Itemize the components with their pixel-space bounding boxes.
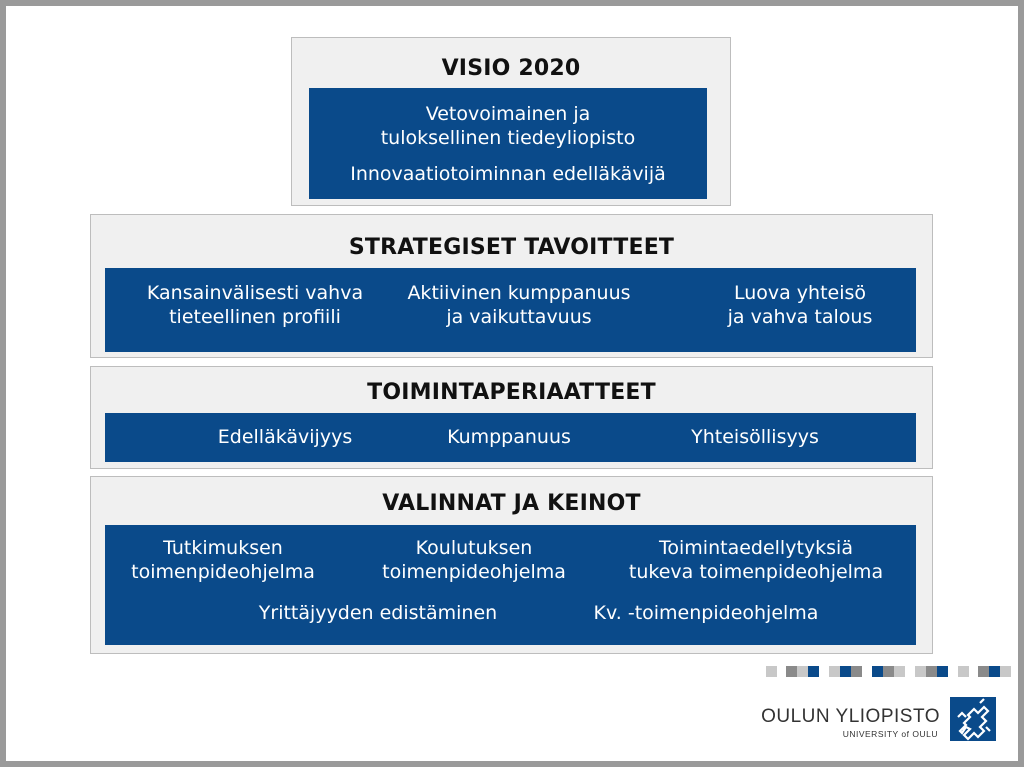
visio-text-1 — [309, 102, 707, 150]
university-name: OULUN YLIOPISTO — [761, 706, 940, 727]
deco-square — [915, 666, 926, 677]
strategiset-item-2-line-2: ja vaikuttavuus — [446, 306, 592, 328]
valinnat-item — [123, 536, 323, 584]
toimintaperiaatteet-panel — [90, 366, 933, 469]
deco-square — [872, 666, 883, 677]
strategiset-title: STRATEGISET TAVOITTEET — [348, 235, 675, 260]
deco-square — [840, 666, 851, 677]
valinnat-item — [369, 536, 579, 584]
deco-square — [926, 666, 937, 677]
strategiset-item — [650, 281, 950, 329]
valinnat-item-1-line-1: Tutkimuksen — [163, 537, 283, 559]
strategiset-item — [369, 281, 669, 329]
valinnat-bottom-2: Kv. -toimenpideohjelma — [593, 602, 819, 624]
valinnat-item-2-line-1: Koulutuksen — [415, 537, 533, 559]
valinnat-box — [105, 525, 916, 645]
visio-line-3: Innovaatiotoiminnan edelläkävijä — [350, 163, 666, 185]
valinnat-title: VALINNAT JA KEINOT — [382, 491, 641, 516]
visio-line-2: tuloksellinen tiedeyliopisto — [380, 127, 636, 149]
deco-square — [766, 666, 777, 677]
strategiset-item-3-line-2: ja vahva talous — [727, 306, 873, 328]
toimintaperiaatteet-item-2: Kumppanuus — [447, 426, 571, 448]
strategiset-panel — [90, 214, 933, 358]
deco-square — [786, 666, 797, 677]
deco-square — [883, 666, 894, 677]
visio-title: VISIO 2020 — [441, 56, 581, 81]
strategiset-item-1-line-2: tieteellinen profiili — [169, 306, 341, 328]
valinnat-item-3-line-2: tukeva toimenpideohjelma — [628, 561, 884, 583]
deco-square — [989, 666, 1000, 677]
deco-square — [894, 666, 905, 677]
toimintaperiaatteet-box — [105, 413, 916, 462]
deco-square — [851, 666, 862, 677]
decorative-square-strip — [766, 666, 1018, 677]
valinnat-item-3-line-1: Toimintaedellytyksiä — [659, 537, 853, 559]
valinnat-panel — [90, 476, 933, 654]
toimintaperiaatteet-title: TOIMINTAPERIAATTEET — [367, 380, 656, 405]
deco-square — [829, 666, 840, 677]
deco-square — [1000, 666, 1011, 677]
valinnat-item-2-line-2: toimenpideohjelma — [382, 561, 566, 583]
valinnat-item-1-line-2: toimenpideohjelma — [131, 561, 315, 583]
visio-panel — [291, 37, 731, 206]
valinnat-item — [611, 536, 901, 584]
strategiset-item-2-line-1: Aktiivinen kumppanuus — [407, 282, 631, 304]
strategiset-box — [105, 268, 916, 352]
visio-line-1: Vetovoimainen ja — [425, 103, 591, 125]
strategiset-item-1-line-1: Kansainvälisesti vahva — [146, 282, 364, 304]
deco-square — [937, 666, 948, 677]
strategiset-item — [105, 281, 405, 329]
toimintaperiaatteet-item-1: Edelläkävijyys — [217, 426, 353, 448]
university-logo-icon — [950, 697, 996, 741]
deco-square — [797, 666, 808, 677]
deco-square — [958, 666, 969, 677]
deco-square — [978, 666, 989, 677]
visio-box — [309, 88, 707, 199]
toimintaperiaatteet-item-3: Yhteisöllisyys — [691, 426, 819, 448]
university-subtitle: UNIVERSITY of OULU — [842, 729, 938, 739]
strategiset-item-3-line-1: Luova yhteisö — [733, 282, 867, 304]
valinnat-bottom-1: Yrittäjyyden edistäminen — [258, 602, 498, 624]
deco-square — [808, 666, 819, 677]
